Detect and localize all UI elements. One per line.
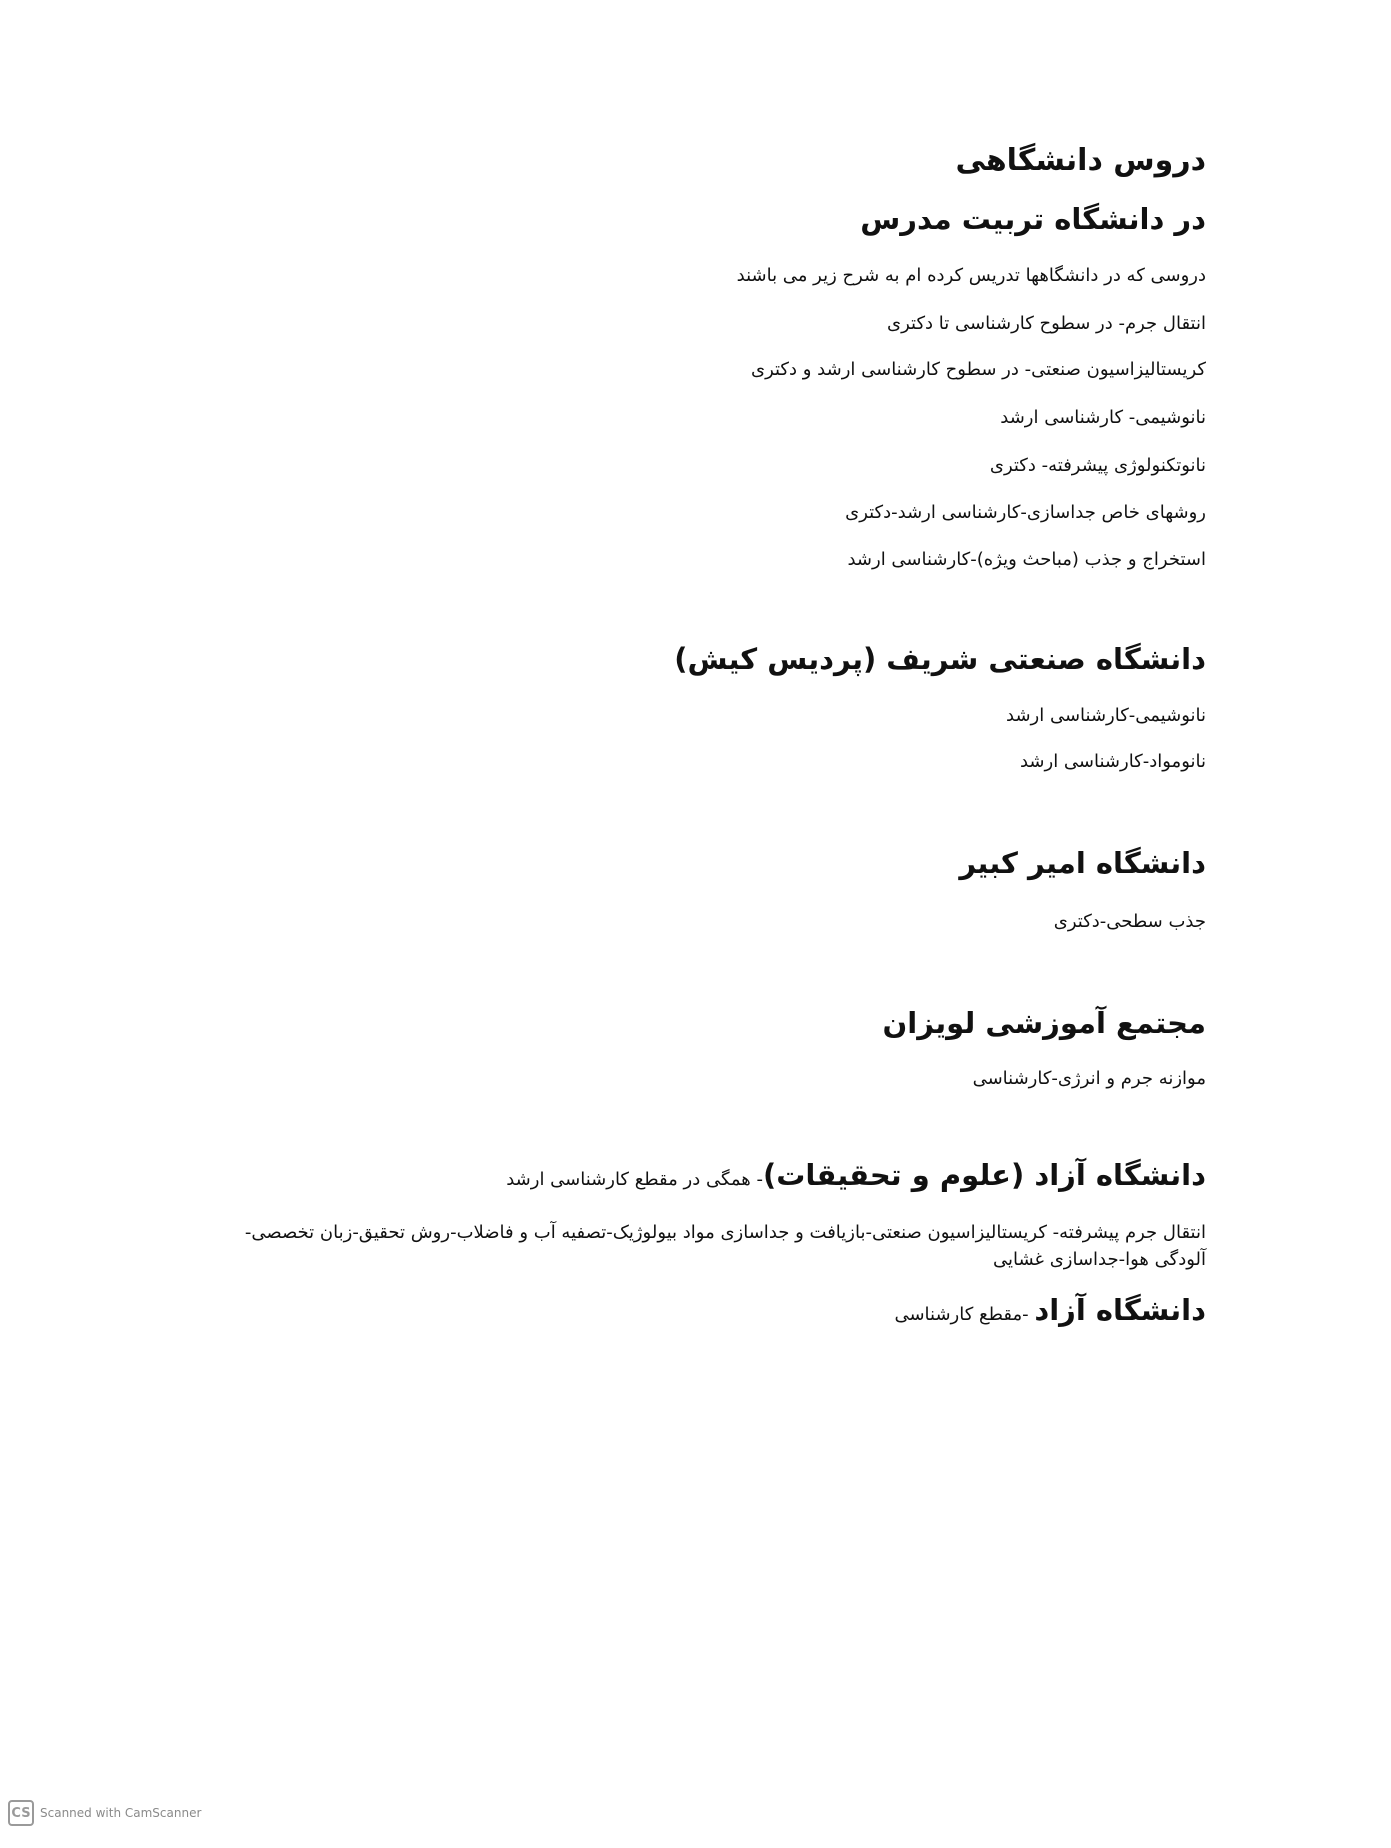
- section-intro: دروسی که در دانشگاهها تدریس کرده ام به شرح زیر می باشند: [736, 265, 1206, 286]
- course-item: نانوتکنولوژی پیشرفته- دکتری: [989, 455, 1206, 476]
- course-item: روشهای خاص جداسازی-کارشناسی ارشد-دکتری: [845, 502, 1206, 523]
- section-heading-tarbiat-modares: در دانشگاه تربیت مدرس: [860, 202, 1206, 236]
- section-heading-lavizan: مجتمع آموزشی لویزان: [882, 1006, 1206, 1040]
- course-paragraph: انتقال جرم پیشرفته- کریستالیزاسیون صنعتی-بازیافت و جداسازی مواد بیولوژیک-تصفیه آب و فاضلاب-روش تحقیق-زبان تخصصی-آلودگی هوا-جداسازی غشایی: [244, 1222, 1206, 1270]
- section-heading-suffix: -مقطع کارشناسی: [894, 1304, 1035, 1325]
- course-item: نانوشیمی- کارشناسی ارشد: [1000, 407, 1206, 428]
- course-item: نانوشیمی-کارشناسی ارشد: [1006, 705, 1206, 726]
- section-heading-text: دانشگاه آزاد: [1034, 1293, 1206, 1327]
- camscanner-logo-icon: CS: [8, 1800, 34, 1826]
- section-heading-suffix: - همگی در مقطع کارشناسی ارشد: [506, 1169, 764, 1190]
- course-item: کریستالیزاسیون صنعتی- در سطوح کارشناسی ارشد و دکتری: [750, 359, 1206, 380]
- page-title: دروس دانشگاهی: [955, 143, 1206, 178]
- section-heading-text: دانشگاه آزاد (علوم و تحقیقات): [763, 1158, 1206, 1192]
- course-item: نانومواد-کارشناسی ارشد: [1019, 751, 1206, 772]
- course-item: موازنه جرم و انرژی-کارشناسی: [972, 1068, 1206, 1089]
- section-heading-azad: [894, 1293, 1206, 1327]
- section-heading-amirkabir: دانشگاه امیر کبیر: [959, 846, 1206, 880]
- section-heading-azad-research: [506, 1158, 1206, 1192]
- section-heading-sharif-kish: دانشگاه صنعتی شریف (پردیس کیش): [674, 642, 1206, 676]
- course-item: جذب سطحی-دکتری: [1053, 911, 1206, 932]
- camscanner-watermark: [8, 1800, 201, 1826]
- course-item: انتقال جرم- در سطوح کارشناسی تا دکتری: [887, 313, 1206, 334]
- course-item: استخراج و جذب (مباحث ویژه)-کارشناسی ارشد: [847, 549, 1206, 570]
- camscanner-text: Scanned with CamScanner: [40, 1806, 202, 1820]
